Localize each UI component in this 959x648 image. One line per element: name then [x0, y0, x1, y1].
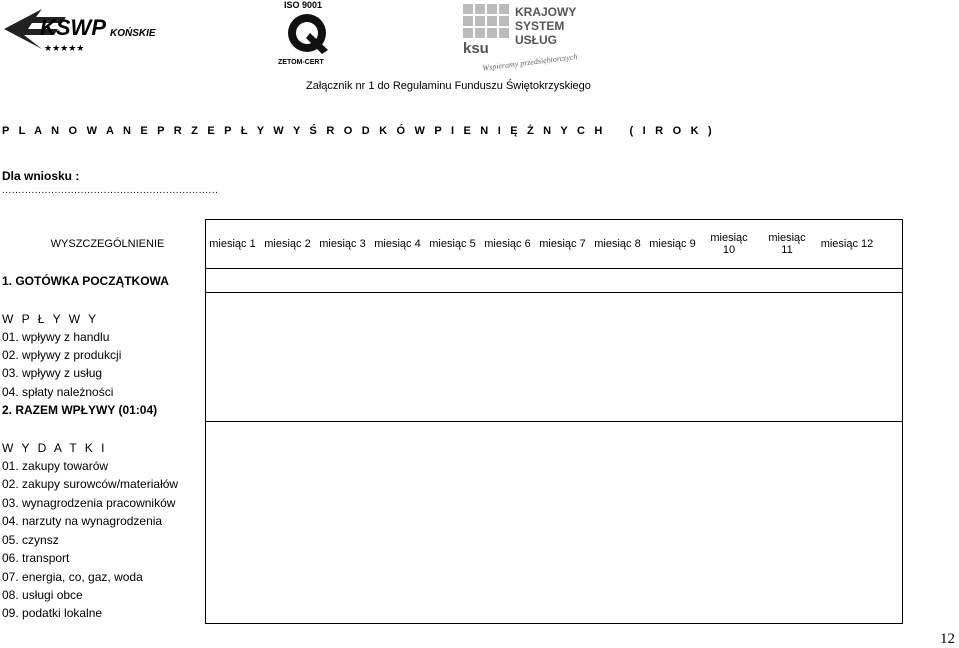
- inflows-total-label: 2. RAZEM WPŁYWY (01:04): [2, 403, 158, 417]
- header-month-7: miesiąc 7: [539, 237, 586, 250]
- header-month-3: miesiąc 3: [319, 237, 366, 250]
- outflow-row: 07. energia, co, gaz, woda: [2, 570, 143, 584]
- outflow-row: 08. usługi obce: [2, 588, 83, 602]
- page-number: 12: [940, 631, 955, 647]
- svg-text:ksu: ksu: [463, 40, 489, 57]
- svg-text:SYSTEM: SYSTEM: [515, 19, 565, 33]
- header-month-11-word: miesiąc: [768, 231, 806, 244]
- kswp-logo: [2, 5, 172, 53]
- outflow-row: 03. wynagrodzenia pracowników: [2, 496, 176, 510]
- outflow-row: 01. zakupy towarów: [2, 459, 109, 473]
- outflows-header: W Y D A T K I: [2, 441, 107, 455]
- header-month-2: miesiąc 2: [264, 237, 311, 250]
- inflow-row: 04. spłaty należności: [2, 385, 114, 399]
- header-month-5: miesiąc 5: [429, 237, 476, 250]
- svg-text:★★★★★: ★★★★★: [44, 44, 85, 53]
- application-label: Dla wniosku :: [2, 169, 80, 183]
- inflow-row: 02. wpływy z produkcji: [2, 348, 122, 362]
- inflow-row: 03. wpływy z usług: [2, 366, 103, 380]
- header-month-9: miesiąc 9: [649, 237, 696, 250]
- ksu-logo: [460, 2, 610, 72]
- outflow-row: 06. transport: [2, 551, 70, 565]
- inflow-row: 01. wpływy z handlu: [2, 330, 110, 344]
- outflow-row: 04. narzuty na wynagrodzenia: [2, 514, 163, 528]
- header-month-1: miesiąc 1: [209, 237, 256, 250]
- header-separator: [205, 268, 903, 269]
- header-month-6: miesiąc 6: [484, 237, 531, 250]
- application-dots: ..................................................................: [2, 185, 219, 196]
- outflow-row: 02. zakupy surowców/materiałów: [2, 477, 179, 491]
- outflow-row: 09. podatki lokalne: [2, 606, 103, 620]
- svg-text:KSWP: KSWP: [40, 15, 106, 40]
- svg-text:KRAJOWY: KRAJOWY: [515, 5, 577, 19]
- header-month-4: miesiąc 4: [374, 237, 421, 250]
- header-specification: WYSZCZEGÓLNIENIE: [50, 237, 165, 250]
- svg-text:USŁUG: USŁUG: [515, 33, 557, 47]
- title-text: P L A N O W A N E P R Z E P Ł Y W Y Ś R O D K Ó W P I E N I Ę Ż N Y C H: [2, 125, 606, 137]
- title-period: ( I R O K ): [629, 125, 715, 137]
- header-month-12: miesiąc 12: [820, 237, 874, 250]
- inflows-header: W P Ł Y W Y: [2, 312, 99, 326]
- inflows-separator: [205, 421, 903, 422]
- svg-text:Wspieramy przedsiębiorczych: Wspieramy przedsiębiorczych: [481, 52, 578, 72]
- header-month-10-num: 10: [722, 243, 736, 256]
- opening-cash-separator: [205, 292, 903, 293]
- outflow-row: 05. czynsz: [2, 533, 59, 547]
- opening-cash-label: 1. GOTÓWKA POCZĄTKOWA: [2, 274, 169, 288]
- header-month-11-num: 11: [781, 243, 793, 256]
- svg-text:ISO 9001: ISO 9001: [284, 0, 323, 10]
- header-month-10-word: miesiąc: [710, 231, 748, 244]
- svg-text:ZETOM-CERT: ZETOM-CERT: [278, 59, 324, 66]
- svg-text:KOŃSKIE: KOŃSKIE: [110, 28, 156, 39]
- header-month-8: miesiąc 8: [594, 237, 641, 250]
- attachment-note: Załącznik nr 1 do Regulaminu Funduszu Świętokrzyskiego: [306, 80, 591, 92]
- iso-9001-logo: [272, 0, 342, 68]
- document-title: [2, 125, 715, 137]
